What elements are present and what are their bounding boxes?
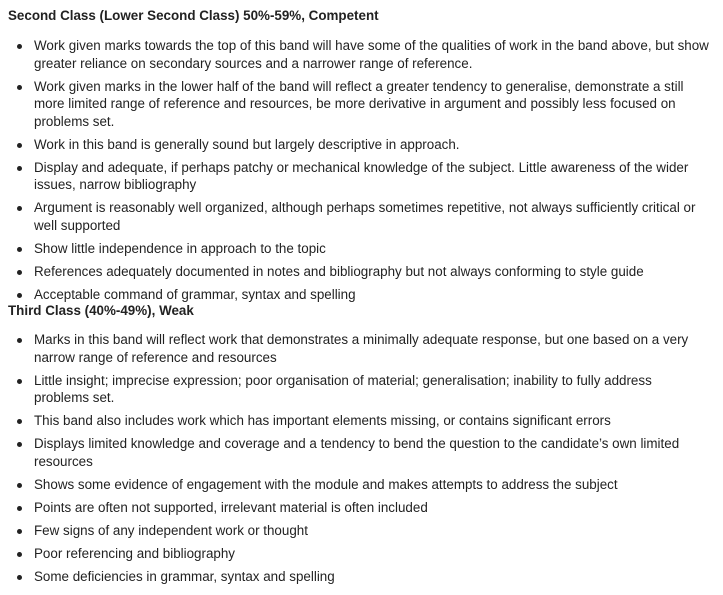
list-item: Display and adequate, if perhaps patchy or mechanical knowledge of the subject. Little awareness of the wider issues, narrow bibliography [0,159,723,194]
section-title-second-class: Second Class (Lower Second Class) 50%-59%, Competent [8,8,379,23]
list-item: Little insight; imprecise expression; poor organisation of material; generalisation; inability to fully address problems set. [0,372,723,407]
list-item: Work given marks in the lower half of the band will reflect a greater tendency to generalise, demonstrate a still more limited range of reference and resources, be more derivative in argument and possibly less focused on problems set. [0,78,723,131]
third-class-criteria-list [0,331,723,591]
section-title-third-class: Third Class (40%-49%), Weak [8,303,194,318]
list-item: Points are often not supported, irrelevant material is often included [0,499,723,517]
list-item: Show little independence in approach to the topic [0,240,723,258]
list-item: Work given marks towards the top of this band will have some of the qualities of work in the band above, but show greater reliance on secondary sources and a narrower range of reference. [0,37,723,72]
list-item: Shows some evidence of engagement with the module and makes attempts to address the subject [0,476,723,494]
list-item: Argument is reasonably well organized, although perhaps sometimes repetitive, not always sufficiently critical or well supported [0,199,723,234]
list-item: Displays limited knowledge and coverage and a tendency to bend the question to the candidate’s own limited resources [0,435,723,470]
list-item: This band also includes work which has important elements missing, or contains significant errors [0,412,723,430]
list-item: Few signs of any independent work or thought [0,522,723,540]
list-item: Some deficiencies in grammar, syntax and spelling [0,568,723,586]
list-item: Acceptable command of grammar, syntax and spelling [0,286,723,304]
list-item: Poor referencing and bibliography [0,545,723,563]
list-item: Marks in this band will reflect work that demonstrates a minimally adequate response, but one based on a very narrow range of reference and resources [0,331,723,366]
list-item: Work in this band is generally sound but largely descriptive in approach. [0,136,723,154]
second-class-criteria-list [0,37,723,309]
list-item: References adequately documented in notes and bibliography but not always conforming to style guide [0,263,723,281]
